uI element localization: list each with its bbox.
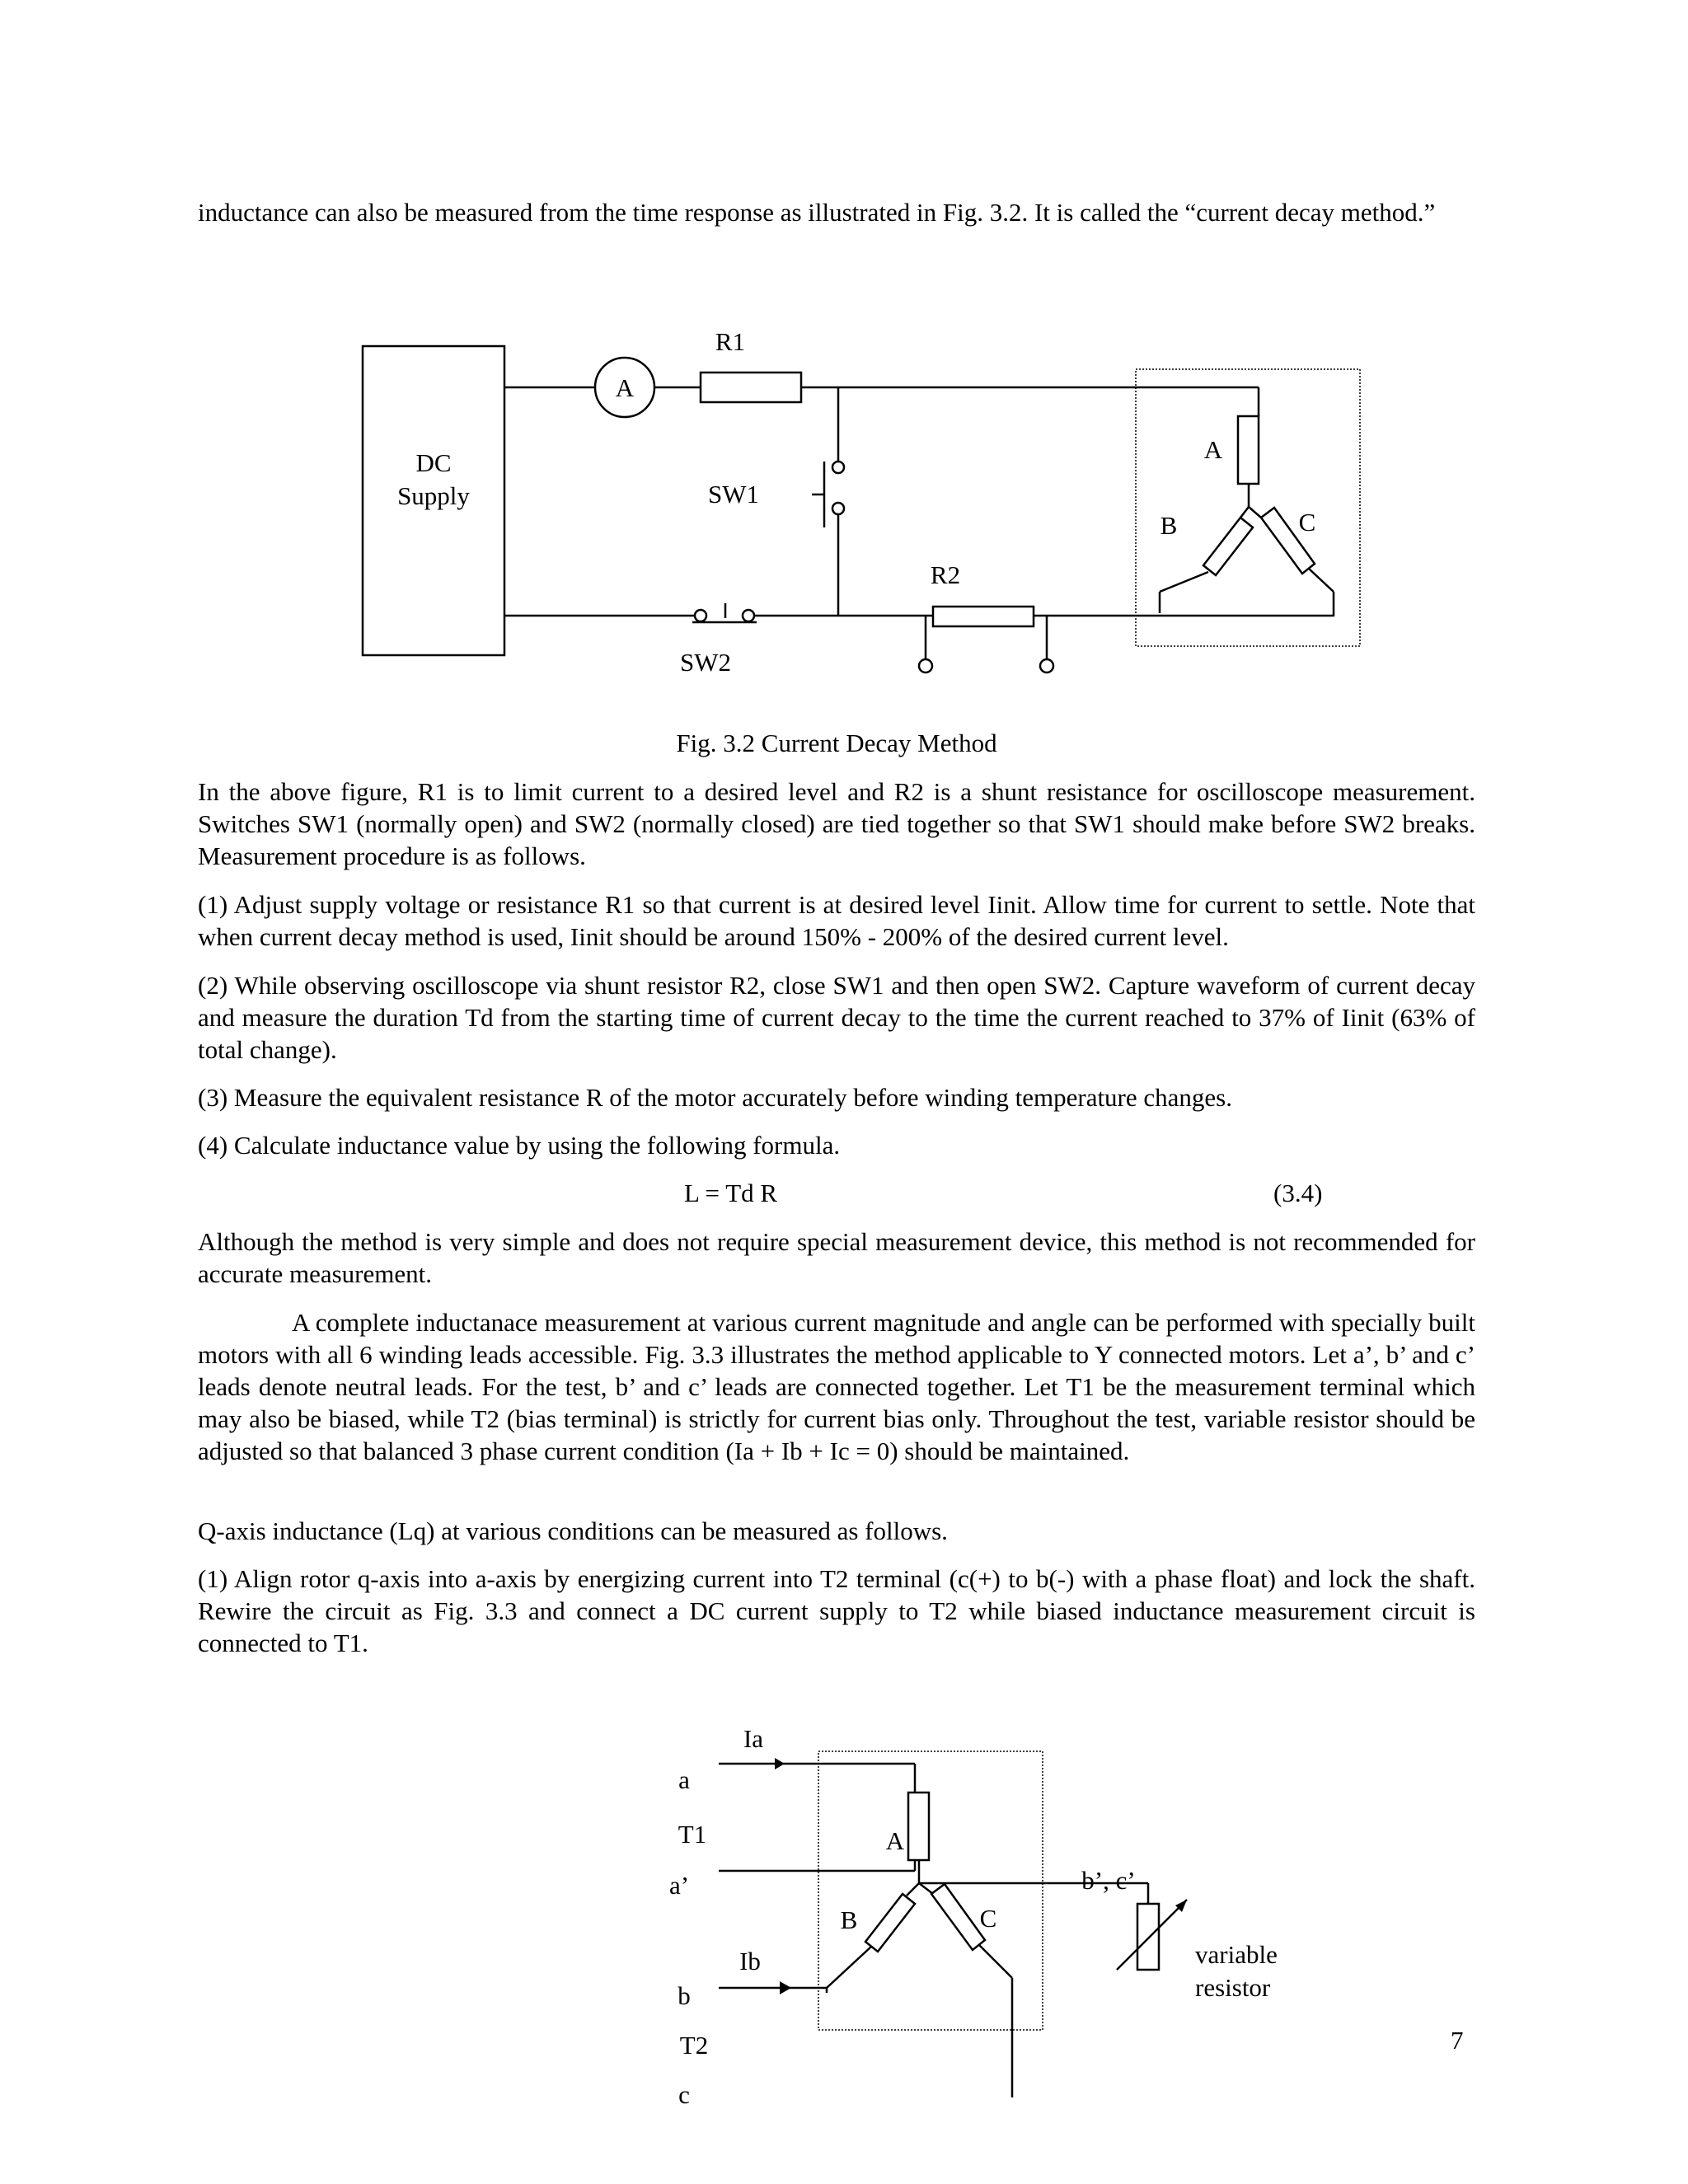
- variable-resistor: [1137, 1904, 1159, 1970]
- ia-arrow: [775, 1758, 785, 1769]
- dc-supply-label-2: Supply: [397, 481, 470, 510]
- paragraph-complete-measurement: A complete inductanace measurement at various current magnitude and angle can be performed with specially built motors with all 6 winding leads accessible. Fig. 3.3 illustrates the method applicable to Y connected motors. Let a’, b’ and c’ leads denote neutral leads. For the test, b’ and c’ leads are connected together. Let T1 be the measurement terminal which may also be biased, while T2 (bias terminal) is strictly for current bias only. Throughout the test, variable resistor should be adjusted so that balanced 3 phase current condition (Ia + Ib + Ic = 0) should be maintained.: [198, 1308, 1475, 1465]
- page-number: 7: [1451, 2026, 1464, 2055]
- equation-number: (3.4): [1273, 1179, 1323, 1207]
- ia-label: Ia: [743, 1724, 764, 1753]
- t1-label: T1: [678, 1820, 707, 1849]
- phase-a-coil-fig2: [908, 1793, 929, 1860]
- procedure-step-3: (3) Measure the equivalent resistance R of the motor accurately before winding temperature changes.: [198, 1083, 1232, 1112]
- t2-label: T2: [679, 2031, 709, 2060]
- figure-3-2-current-decay-circuit: [0, 0, 1688, 725]
- variable-resistor-label-2: resistor: [1195, 1973, 1271, 2002]
- variable-resistor-label-1: variable: [1195, 1940, 1278, 1969]
- r2-label: R2: [930, 560, 961, 589]
- phase-c-label: C: [1298, 508, 1316, 537]
- r1-label: R1: [715, 327, 746, 356]
- intro-paragraph: inductance can also be measured from the time response as illustrated in Fig. 3.2. It is called the “current decay method.”: [198, 198, 1436, 227]
- ib-label: Ib: [739, 1947, 761, 1975]
- phase-c-coil-fig2: [931, 1884, 985, 1950]
- lead-c-label: c: [678, 2080, 690, 2109]
- phase-a-label: A: [1203, 435, 1223, 464]
- lead-a-prime-label: a’: [668, 1871, 690, 1900]
- dc-supply-label-1: DC: [415, 448, 452, 477]
- ib-arrow: [780, 1981, 791, 1994]
- sw2-label: SW2: [680, 648, 731, 677]
- phase-b-coil-fig2: [865, 1894, 915, 1952]
- paragraph-align-rotor: (1) Align rotor q-axis into a-axis by energizing current into T2 terminal (c(+) to b(-) with a phase float) and lock the shaft. Rewire the circuit as Fig. 3.3 and connect a DC current supply to T2 while biased inductance measurement circuit is connected to T1.: [198, 1564, 1475, 1657]
- sw1-label: SW1: [708, 480, 759, 509]
- procedure-step-2: (2) While observing oscilloscope via shunt resistor R2, close SW1 and then open SW2. Capture waveform of current decay and measure the duration Td from the starting time of current decay to the time the current reached to 37% of Iinit (63% of total change).: [198, 971, 1475, 1064]
- lead-bc-prime-label: b’, c’: [1081, 1866, 1136, 1895]
- equation-3-4: L = Td R: [684, 1179, 778, 1207]
- phase-b-coil: [1203, 518, 1253, 575]
- phase-c-label-fig2: C: [979, 1904, 997, 1933]
- procedure-step-4: (4) Calculate inductance value by using the following formula.: [198, 1131, 841, 1160]
- phase-a-coil: [1238, 416, 1259, 484]
- phase-b-label-fig2: B: [840, 1905, 858, 1934]
- motor-box-fig2: [818, 1751, 1043, 2030]
- phase-b-label: B: [1160, 511, 1178, 540]
- resistor-r2: [933, 607, 1034, 626]
- phase-a-label-fig2: A: [885, 1826, 905, 1855]
- figure-3-3-inductance-circuit: [0, 1714, 1688, 2184]
- resistor-r1: [701, 373, 801, 402]
- procedure-step-1: (1) Adjust supply voltage or resistance R1 so that current is at desired level Iinit. Allow time for current to settle. Note that when current decay method is used, Iinit should be around 150% - 200% of the desired current level.: [198, 890, 1475, 951]
- paragraph-figure-explanation: In the above figure, R1 is to limit current to a desired level and R2 is a shunt resistance for oscilloscope measurement. Switches SW1 (normally open) and SW2 (normally closed) are tied together so that SW1 should make before SW2 breaks. Measurement procedure is as follows.: [198, 777, 1475, 870]
- figure-3-2-caption: Fig. 3.2 Current Decay Method: [676, 729, 997, 757]
- ammeter-label: A: [615, 373, 635, 402]
- paragraph-method-note: Although the method is very simple and does not require special measurement device, this method is not recommended for accurate measurement.: [198, 1227, 1475, 1288]
- paragraph-q-axis-intro: Q-axis inductance (Lq) at various conditions can be measured as follows.: [198, 1516, 948, 1545]
- lead-a-label: a: [678, 1765, 690, 1794]
- lead-b-label: b: [678, 1981, 691, 2010]
